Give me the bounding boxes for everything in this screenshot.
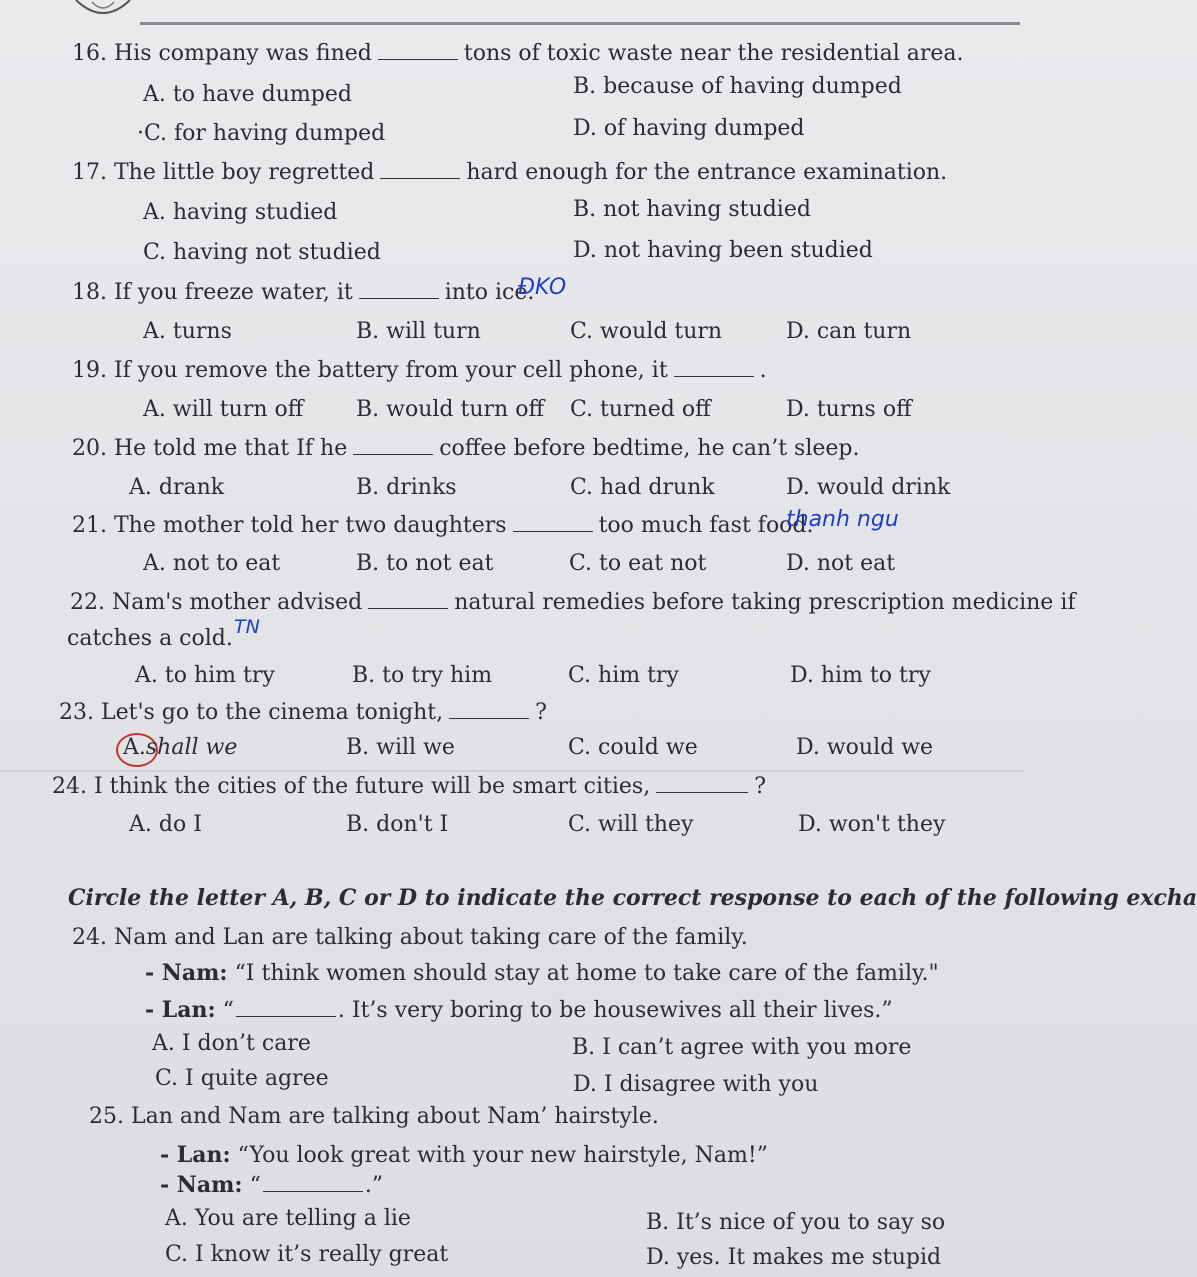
option-24b: B. don't I <box>346 812 449 837</box>
answer-blank <box>449 700 529 719</box>
option-16b: B. because of having dumped <box>573 74 902 99</box>
question-24b-stem: 24. Nam and Lan are talking about taking care of the family. <box>72 925 748 950</box>
option-18a: A. turns <box>143 319 232 344</box>
option-17c: C. having not studied <box>143 240 381 265</box>
option-17a: A. having studied <box>143 200 338 225</box>
option-21a: A. not to eat <box>143 551 281 576</box>
header-rule <box>140 22 1020 25</box>
option-21d: D. not eat <box>786 551 896 576</box>
question-20-stem: 20. He told me that If he coffee before bedtime, he can’t sleep. <box>72 436 860 461</box>
answer-blank <box>236 998 336 1017</box>
option-18c: C. would turn <box>570 319 723 344</box>
option-24c: C. will they <box>568 812 694 837</box>
option-20c: C. had drunk <box>570 475 715 500</box>
option-16c: ·C. for having dumped <box>137 121 386 146</box>
option-24b-c: C. I quite agree <box>155 1066 329 1091</box>
question-16-stem: 16. His company was fined tons of toxic waste near the residential area. <box>72 41 964 66</box>
school-logo-icon <box>72 0 134 20</box>
answer-blank <box>513 513 593 532</box>
question-23-stem: 23. Let's go to the cinema tonight, ? <box>59 700 547 725</box>
question-18-stem: 18. If you freeze water, it into ice. <box>72 280 535 305</box>
option-23d: D. would we <box>796 735 934 760</box>
option-17d: D. not having been studied <box>573 238 873 263</box>
question-24-stem: 24. I think the cities of the future will be smart cities, ? <box>52 774 766 799</box>
option-19b: B. would turn off <box>356 397 545 422</box>
option-19a: A. will turn off <box>143 397 304 422</box>
answer-blank <box>380 160 460 179</box>
question-21-stem: 21. The mother told her two daughters too much fast food. <box>72 513 814 538</box>
handwritten-note: thanh ngu <box>786 507 899 532</box>
option-25c: C. I know it’s really great <box>165 1242 449 1267</box>
option-24b-a: A. I don’t care <box>152 1031 311 1056</box>
option-22d: D. him to try <box>790 663 931 688</box>
question-22-stem-cont: catches a cold. <box>67 626 233 651</box>
answer-blank <box>359 280 439 299</box>
option-19c: C. turned off <box>570 397 711 422</box>
answer-blank <box>368 590 448 609</box>
option-24b-b: B. I can’t agree with you more <box>572 1035 912 1060</box>
question-17-stem: 17. The little boy regretted hard enough for the entrance examination. <box>72 160 948 185</box>
answer-blank <box>378 41 458 60</box>
answer-blank <box>674 358 754 377</box>
handwritten-note: TN <box>234 616 260 638</box>
option-21c: C. to eat not <box>569 551 707 576</box>
answer-blank <box>656 774 748 793</box>
option-20d: D. would drink <box>786 475 951 500</box>
option-24d: D. won't they <box>798 812 946 837</box>
option-22c: C. him try <box>568 663 679 688</box>
option-20a: A. drank <box>129 475 225 500</box>
option-25b: B. It’s nice of you to say so <box>646 1210 946 1235</box>
question-25-stem: 25. Lan and Nam are talking about Nam’ hairstyle. <box>89 1104 659 1129</box>
dialogue-line-nam: - Nam: “I think women should stay at home to take care of the family." <box>145 960 939 986</box>
question-22-stem: 22. Nam's mother advised natural remedies before taking prescription medicine if <box>70 590 1076 615</box>
dialogue-line-lan: - Lan: “ . It’s very boring to be housewives all their lives.” <box>145 997 893 1023</box>
option-18b: B. will turn <box>356 319 481 344</box>
option-17b: B. not having studied <box>573 197 811 222</box>
option-23b: B. will we <box>346 735 455 760</box>
option-24b-d: D. I disagree with you <box>573 1072 819 1097</box>
answer-blank <box>263 1173 363 1192</box>
dialogue-line-nam: - Nam: “ .” <box>160 1172 384 1198</box>
section-instruction: Circle the letter A, B, C or D to indicate the correct response to each of the following excha <box>68 885 1197 911</box>
question-19-stem: 19. If you remove the battery from your cell phone, it . <box>72 358 767 383</box>
option-25d: D. yes. It makes me stupid <box>646 1245 942 1270</box>
option-23a: A.shall we <box>123 735 238 760</box>
option-22a: A. to him try <box>135 663 275 688</box>
option-24a: A. do I <box>129 812 202 837</box>
dialogue-line-lan: - Lan: “You look great with your new hairstyle, Nam!” <box>160 1142 768 1168</box>
option-22b: B. to try him <box>352 663 493 688</box>
handwritten-note: ĐKO <box>518 275 567 300</box>
option-23c: C. could we <box>568 735 698 760</box>
answer-blank <box>353 436 433 455</box>
option-16d: D. of having dumped <box>573 116 805 141</box>
option-18d: D. can turn <box>786 319 912 344</box>
option-20b: B. drinks <box>356 475 457 500</box>
option-25a: A. You are telling a lie <box>165 1206 411 1231</box>
option-21b: B. to not eat <box>356 551 494 576</box>
paper-fold <box>0 770 1024 772</box>
option-19d: D. turns off <box>786 397 912 422</box>
option-16a: A. to have dumped <box>143 82 352 107</box>
